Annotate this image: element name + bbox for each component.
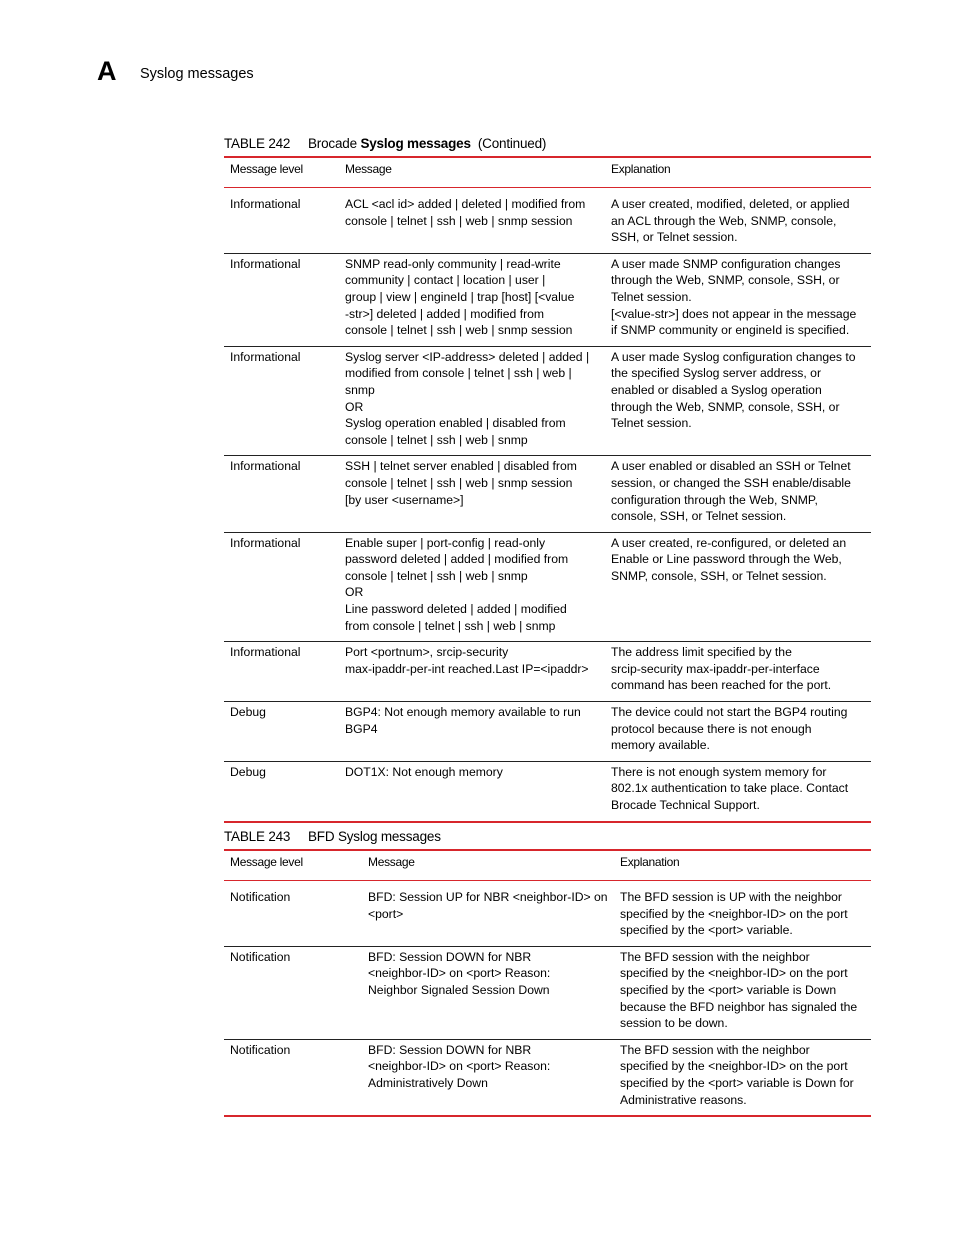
message-line: from console | telnet | ssh | web | snmp bbox=[345, 618, 556, 633]
level-cell: Informational bbox=[224, 253, 339, 346]
message-line: SSH | telnet server enabled | disabled from bbox=[345, 459, 577, 474]
message-cell bbox=[339, 761, 605, 821]
running-header-title: Syslog messages bbox=[140, 66, 254, 82]
message-cell bbox=[362, 1039, 614, 1116]
message-cell bbox=[339, 253, 605, 346]
table-row bbox=[224, 946, 871, 1039]
explanation-line: specified by the <neighbor-ID> on the port bbox=[620, 966, 848, 981]
explanation-line: memory available. bbox=[611, 738, 710, 753]
explanation-line: Enable or Line password through the Web, bbox=[611, 552, 842, 567]
message-line: Line password deleted | added | modified bbox=[345, 602, 567, 617]
message-line: [by user <username>] bbox=[345, 492, 464, 507]
explanation-line: through the Web, SNMP, console, SSH, or bbox=[611, 273, 840, 288]
explanation-line: Telnet session. bbox=[611, 289, 692, 304]
explanation-line: specified by the <port> variable is Down bbox=[620, 982, 837, 997]
explanation-line: The BFD session with the neighbor bbox=[620, 1042, 810, 1057]
message-line: OR bbox=[345, 399, 364, 414]
message-line: <port> bbox=[368, 906, 404, 921]
explanation-line: protocol because there is not enough bbox=[611, 721, 812, 736]
message-cell bbox=[339, 702, 605, 762]
explanation-line: The address limit specified by the bbox=[611, 645, 792, 660]
table-row bbox=[224, 702, 871, 762]
explanation-cell bbox=[605, 346, 871, 456]
message-line: Port <portnum>, srcip-security bbox=[345, 645, 509, 660]
explanation-cell bbox=[605, 702, 871, 762]
explanation-line: console, SSH, or Telnet session. bbox=[611, 509, 787, 524]
explanation-line: configuration through the Web, SNMP, bbox=[611, 492, 818, 507]
table-row bbox=[224, 188, 871, 254]
message-line: modified from console | telnet | ssh | web | bbox=[345, 366, 572, 381]
explanation-line: because the BFD neighbor has signaled the bbox=[620, 999, 858, 1014]
explanation-line: specified by the <port> variable is Down for bbox=[620, 1075, 854, 1090]
explanation-line: Telnet session. bbox=[611, 416, 692, 431]
message-line: Neighbor Signaled Session Down bbox=[368, 982, 550, 997]
message-line: Administratively Down bbox=[368, 1075, 488, 1090]
table-row bbox=[224, 456, 871, 532]
table-243-caption bbox=[224, 829, 441, 845]
message-line: Syslog server <IP-address> deleted | added | bbox=[345, 349, 590, 364]
explanation-line: session to be down. bbox=[620, 1016, 728, 1031]
message-line: BGP4 bbox=[345, 721, 378, 736]
explanation-line: The BFD session is UP with the neighbor bbox=[620, 890, 842, 904]
chapter-letter: A bbox=[97, 56, 117, 86]
table-242-caption bbox=[224, 136, 546, 152]
message-line: <neighbor-ID> on <port> Reason: bbox=[368, 1059, 551, 1074]
level-cell: Debug bbox=[224, 702, 339, 762]
table-row bbox=[224, 642, 871, 702]
explanation-line: if SNMP community or engineId is specified. bbox=[611, 323, 850, 338]
message-line: SNMP read-only community | read-write bbox=[345, 256, 561, 271]
message-line: DOT1X: Not enough memory bbox=[345, 764, 503, 779]
message-line: console | telnet | ssh | web | snmp session bbox=[345, 475, 573, 490]
message-line: snmp bbox=[345, 382, 375, 397]
explanation-cell bbox=[605, 253, 871, 346]
explanation-line: specified by the <neighbor-ID> on the port bbox=[620, 906, 848, 921]
explanation-line: [<value-str>] does not appear in the message bbox=[611, 306, 857, 321]
column-header-explanation: Explanation bbox=[605, 157, 871, 188]
table-243 bbox=[224, 849, 871, 1117]
explanation-cell bbox=[614, 946, 871, 1039]
explanation-line: A user made SNMP configuration changes bbox=[611, 256, 841, 271]
message-line: BFD: Session DOWN for NBR bbox=[368, 949, 532, 964]
message-line: Enable super | port-config | read-only bbox=[345, 535, 546, 550]
level-cell: Informational bbox=[224, 642, 339, 702]
table-row bbox=[224, 881, 871, 947]
level-cell: Informational bbox=[224, 532, 339, 642]
message-line: BFD: Session UP for NBR <neighbor-ID> on bbox=[368, 890, 608, 904]
table-242-label: TABLE 242 bbox=[224, 136, 291, 151]
message-cell bbox=[339, 456, 605, 532]
message-line: BGP4: Not enough memory available to run bbox=[345, 705, 581, 720]
explanation-line: A user made Syslog configuration changes to bbox=[611, 349, 856, 364]
message-line: console | telnet | ssh | web | snmp session bbox=[345, 323, 573, 338]
explanation-cell bbox=[614, 1039, 871, 1116]
explanation-line: through the Web, SNMP, console, SSH, or bbox=[611, 399, 840, 414]
message-line: console | telnet | ssh | web | snmp bbox=[345, 432, 528, 447]
explanation-line: enabled or disabled a Syslog operation bbox=[611, 382, 822, 397]
explanation-line: A user enabled or disabled an SSH or Telnet bbox=[611, 459, 851, 474]
message-cell bbox=[362, 881, 614, 947]
explanation-cell bbox=[605, 761, 871, 821]
level-cell: Debug bbox=[224, 761, 339, 821]
message-line: community | contact | location | user | bbox=[345, 273, 546, 288]
explanation-line: Administrative reasons. bbox=[620, 1092, 747, 1107]
message-line: OR bbox=[345, 585, 364, 600]
message-line: password deleted | added | modified from bbox=[345, 552, 569, 567]
message-line: -str>] deleted | added | modified from bbox=[345, 306, 545, 321]
table-row bbox=[224, 1039, 871, 1116]
table-243-title: BFD Syslog messages bbox=[308, 829, 441, 844]
column-header-level: Message level bbox=[224, 850, 362, 881]
table-row bbox=[224, 253, 871, 346]
explanation-line: SNMP, console, SSH, or Telnet session. bbox=[611, 568, 827, 583]
message-line: console | telnet | ssh | web | snmp bbox=[345, 568, 528, 583]
explanation-cell bbox=[605, 188, 871, 254]
table-242 bbox=[224, 156, 871, 823]
explanation-line: A user created, modified, deleted, or applied bbox=[611, 197, 850, 211]
table-row bbox=[224, 532, 871, 642]
table-header-row bbox=[224, 850, 871, 881]
level-cell: Informational bbox=[224, 456, 339, 532]
explanation-cell bbox=[614, 881, 871, 947]
explanation-line: There is not enough system memory for bbox=[611, 764, 827, 779]
column-header-explanation: Explanation bbox=[614, 850, 871, 881]
explanation-line: command has been reached for the port. bbox=[611, 678, 832, 693]
message-cell bbox=[362, 946, 614, 1039]
table-row bbox=[224, 346, 871, 456]
explanation-line: specified by the <neighbor-ID> on the port bbox=[620, 1059, 848, 1074]
level-cell: Notification bbox=[224, 946, 362, 1039]
column-header-level: Message level bbox=[224, 157, 339, 188]
table-242-title-suffix: (Continued) bbox=[470, 136, 547, 151]
explanation-line: 802.1x authentication to take place. Contact bbox=[611, 781, 849, 796]
explanation-line: Brocade Technical Support. bbox=[611, 798, 760, 812]
message-cell bbox=[339, 532, 605, 642]
explanation-line: SSH, or Telnet session. bbox=[611, 230, 738, 245]
explanation-line: specified by the <port> variable. bbox=[620, 923, 793, 938]
explanation-line: srcip-security max-ipaddr-per-interface bbox=[611, 661, 820, 676]
message-cell bbox=[339, 346, 605, 456]
message-line: ACL <acl id> added | deleted | modified from bbox=[345, 197, 586, 211]
message-line: max-ipaddr-per-int reached.Last IP=<ipaddr> bbox=[345, 661, 589, 676]
level-cell: Informational bbox=[224, 188, 339, 254]
explanation-cell bbox=[605, 532, 871, 642]
column-header-message: Message bbox=[362, 850, 614, 881]
table-row bbox=[224, 761, 871, 821]
message-line: BFD: Session DOWN for NBR bbox=[368, 1042, 532, 1057]
explanation-line: session, or changed the SSH enable/disable bbox=[611, 475, 851, 490]
explanation-line: The BFD session with the neighbor bbox=[620, 949, 810, 964]
message-line: Syslog operation enabled | disabled from bbox=[345, 416, 566, 431]
table-243-label: TABLE 243 bbox=[224, 829, 291, 844]
table-242-title-prefix: Brocade bbox=[308, 136, 361, 151]
message-cell bbox=[339, 188, 605, 254]
message-line: <neighbor-ID> on <port> Reason: bbox=[368, 966, 551, 981]
message-line: console | telnet | ssh | web | snmp session bbox=[345, 213, 573, 228]
level-cell: Notification bbox=[224, 881, 362, 947]
explanation-cell bbox=[605, 456, 871, 532]
explanation-line: A user created, re-configured, or deleted an bbox=[611, 535, 847, 550]
table-header-row bbox=[224, 157, 871, 188]
column-header-message: Message bbox=[339, 157, 605, 188]
table-242-title-bold: Syslog messages bbox=[360, 136, 471, 151]
explanation-line: an ACL through the Web, SNMP, console, bbox=[611, 213, 837, 228]
level-cell: Informational bbox=[224, 346, 339, 456]
level-cell: Notification bbox=[224, 1039, 362, 1116]
explanation-line: the specified Syslog server address, or bbox=[611, 366, 821, 381]
explanation-cell bbox=[605, 642, 871, 702]
message-line: group | view | engineId | trap [host] [<value bbox=[345, 289, 575, 304]
message-cell bbox=[339, 642, 605, 702]
explanation-line: The device could not start the BGP4 routing bbox=[611, 705, 848, 720]
